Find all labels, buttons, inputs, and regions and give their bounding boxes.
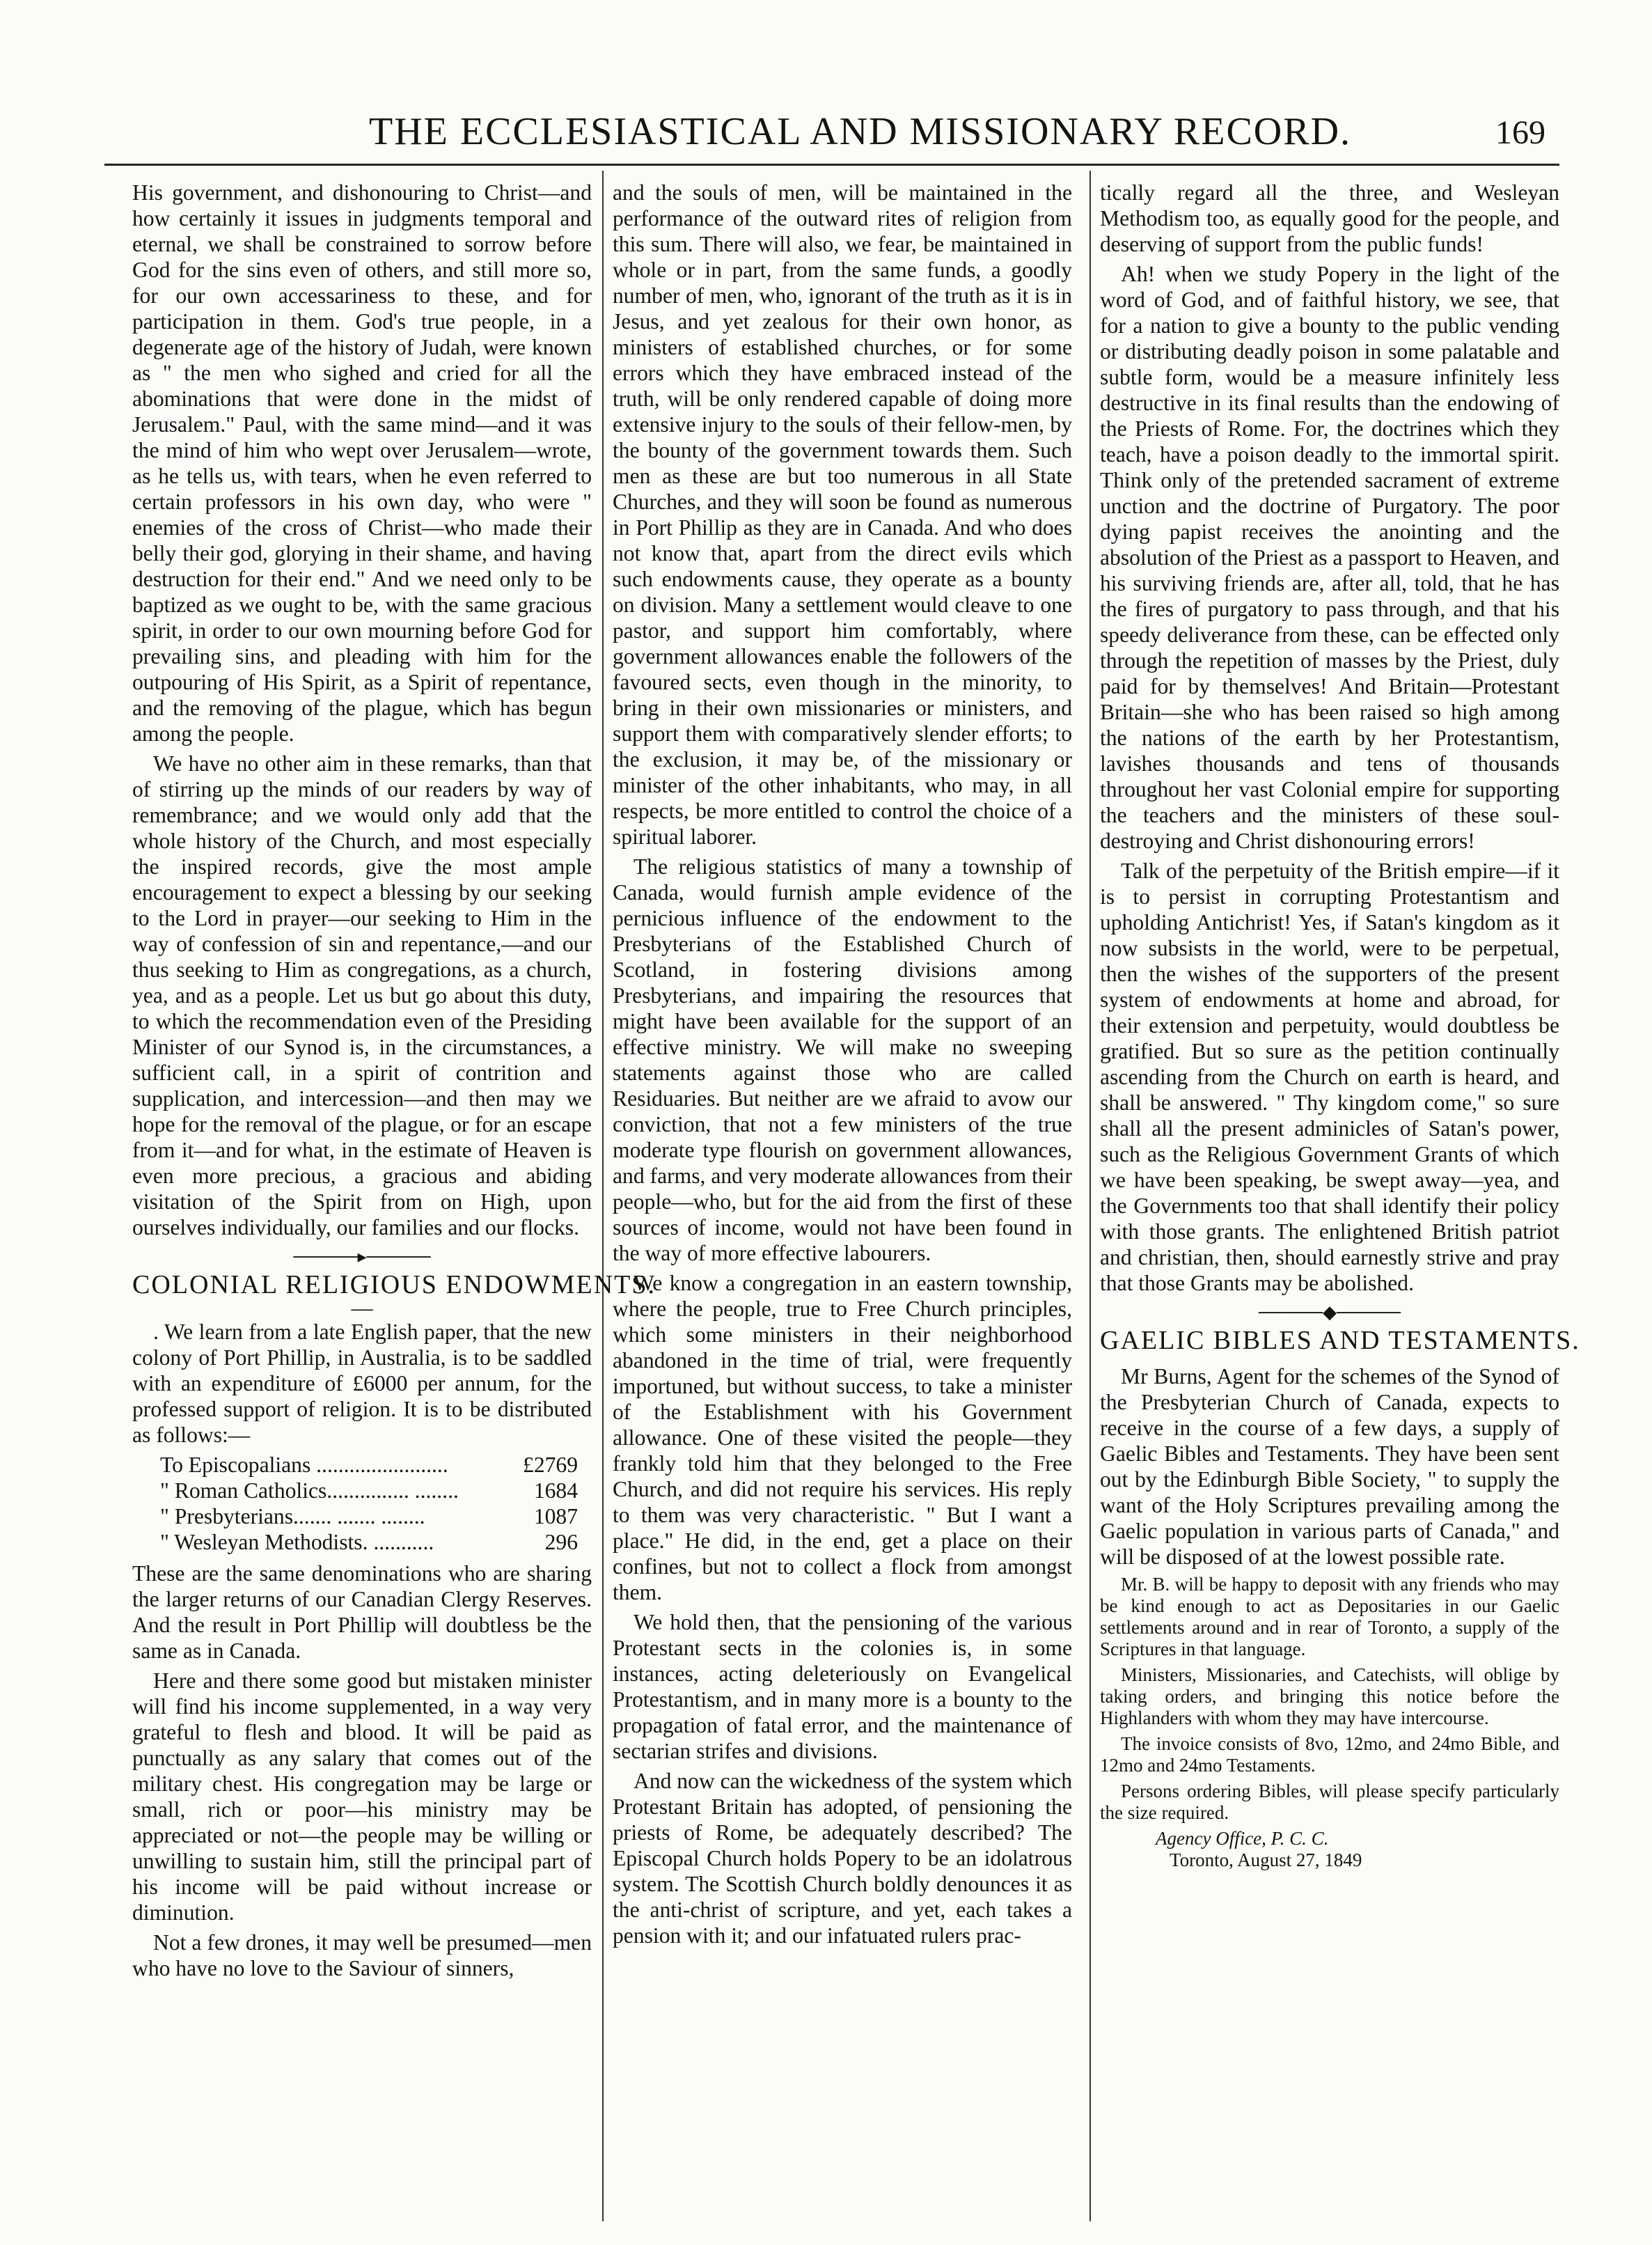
column-rule (1089, 171, 1091, 2221)
page-number: 169 (1495, 114, 1545, 151)
journal-title: THE ECCLESIASTICAL AND MISSIONARY RECORD. (369, 110, 1352, 153)
paragraph: We have no other aim in these remarks, than that of stirring up the minds of our readers by way of remembrance; and we would only add that the whole history of the Church, and most especially the inspired records, give the most ample encouragement to expect a blessing by our seeking to the Lord in prayer—our seeking to Him in the way of confession of sin and repentance,—and our thus seeking to Him as congregations, as a church, yea, and as a people. Let us but go about this duty, to which the recommendation even of the Presiding Minister of our Synod is, in the circumstances, a sufficient call, in a spirit of contrition and supplication, and intercession—and then may we hope for the removal of the plague, or for an escape from it—and for what, in the estimate of Heaven is even more precious, a gracious and abiding visitation of the Spirit from on High, upon ourselves individually, our families and our flocks. (132, 751, 592, 1239)
column-rule (602, 171, 604, 2221)
distribution-list (160, 1452, 592, 1555)
paragraph: These are the same denominations who are sharing the larger returns of our Canadian Clergy Reserves. And the result in Port Phillip will doubtless be the same as in Canada. (132, 1561, 592, 1663)
paragraph: Persons ordering Bibles, will please specify particularly the size required. (1100, 1781, 1559, 1823)
paragraph: and the souls of men, will be maintained in the performance of the outward rites of religion from this sum. There will also, we fear, be maintained in whole or in part, from the same funds, a goodly number of men, who, ignorant of the truth as it is in Jesus, and yet zealous for their own honor, as ministers of established churches, or for some errors which they have embraced instead of the truth, will be only rendered capable of doing more extensive injury to the souls of their fellow-men, by the bounty of the government towards them. Such men as these are but too numerous in all State Churches, and they will soon be found as numerous in Port Phillip as they are in Canada. And who does not know that, apart from the direct evils which such endowments cause, they operate as a bounty on division. Many a settlement would cleave to one pastor, and support him comfortably, where government allowances enable the followers of the favoured sects, even though in the minority, to bring in their own missionaries or ministers, and support them with comparatively slender efforts; to the exclusion, it may be, of the missionary or minister of the other inhabitants, who may, in all respects, be more entitled to control the choice of a spiritual laborer. (613, 180, 1072, 849)
column-1 (132, 180, 656, 2220)
paragraph: Ah! when we study Popery in the light of the word of God, and of faithful history, we see, that for a nation to give a bounty to the public vending or distributing deadly poison in some palatable and subtle form, would be a measure infinitely less destructive in its final results than the endowing of the Priests of Rome. For, the doctrines which they teach, have a poison deadly to the immortal spirit. Think only of the pretended sacrament of extreme unction and the doctrine of Purgatory. The poor dying papist receives the anointing and the absolution of the Priest as a passport to Heaven, and his surviving friends are, after all, told, that he has the fires of purgatory to pass through, and that his speedy deliverance from these, can be effected only through the repetition of masses by the Priest, duly paid for by themselves! And Britain—Protestant Britain—she who has been raised so high among the nations of the earth by her Protestantism, lavishes thousands and tens of thousands throughout her vast Colonial empire for supporting the teachers and the ministers of these soul-destroying and Christ dishonouring errors! (1100, 262, 1559, 853)
column-3 (1100, 180, 1580, 2220)
paragraph: . We learn from a late English paper, that the new colony of Port Phillip, in Australia, is to be saddled with an expenditure of £6000 per annum, for the professed support of religion. It is to be distributed as follows:— (132, 1320, 592, 1447)
paragraph: We know a congregation in an eastern township, where the people, true to Free Church principles, which some ministers in their neighborhood abandoned in the time of trial, were frequently importuned, but without success, to take a minister of the Establishment with his Government allowance. One of these visited the people—they frankly told him that they belonged to the Free Church, and did not require his services. His reply to them was very characteristic. " But I want a place." He did, in the end, get a place on their confines, but not to collect a flock from amongst them. (613, 1271, 1072, 1604)
list-label: " Wesleyan Methodists. ........... (160, 1530, 434, 1554)
section-title: COLONIAL RELIGIOUS ENDOWMENTS. (132, 1270, 656, 1299)
paragraph: His government, and dishonouring to Christ—and how certainly it issues in judgments temporal and eternal, we shall be constrained to sorrow before God for the sins even of others, and still more so, for our own accessariness to these, and for participation in them. God's true people, in a degenerate age of the history of Judah, were known as " the men who sighed and cried for all the abominations that were done in the midst of Jerusalem." Paul, with the same mind—and it was the mind of him who wept over Jerusalem—wrote, as he tells us, with tears, when he even referred to certain professors in his own day, who were " enemies of the cross of Christ—who made their belly their god, glorying in their shame, and having destruction for their end." And we need only to be baptized as we ought to be, with the same gracious spirit, in order to our own mourning before God for prevailing sins, and pleading with him for the outpouring of His Spirit, as a Spirit of repentance, and the removing of the plague, which has begun among the people. (132, 180, 592, 746)
list-label: To Episcopalians ........................ (160, 1453, 448, 1477)
paragraph: And now can the wickedness of the system which Protestant Britain has adopted, of pensioning the priests of Rome, be adequately described? The Episcopal Church holds Popery to be an idolatrous system. The Scottish Church boldly denounces it as the anti-christ of scripture, and yet, each takes a pension with it; and our infatuated rulers prac- (613, 1769, 1072, 1948)
section-ornament-small: ── (351, 1301, 373, 1318)
notice-date: Toronto, August 27, 1849 (1170, 1849, 1362, 1870)
list-amount: 1087 (533, 1504, 578, 1528)
paragraph: Not a few drones, it may well be presumed—men who have no love to the Saviour of sinners, (132, 1930, 592, 1980)
paragraph: Mr. B. will be happy to deposit with any friends who may be kind enough to act as Depositaries in our Gaelic settlements around and in rear of Toronto, a supply of the Scriptures in that language. (1100, 1574, 1559, 1659)
agency-office: Agency Office, P. C. C. (1156, 1828, 1329, 1849)
section-ornament: ─────◆───── (1258, 1302, 1401, 1322)
list-item (160, 1529, 592, 1555)
paragraph: The invoice consists of 8vo, 12mo, and 24mo Bible, and 12mo and 24mo Testaments. (1100, 1733, 1559, 1776)
paragraph: Ministers, Missionaries, and Catechists, will oblige by taking orders, and bringing this notice before the Highlanders with whom they may have intercourse. (1100, 1664, 1559, 1728)
paragraph: We hold then, that the pensioning of the various Protestant sects in the colonies is, in some instances, acting deleteriously on Evangelical Protestantism, and in many more is a bounty to the propagation of fatal error, and the maintenance of sectarian strifes and divisions. (613, 1610, 1072, 1763)
list-label: " Presbyterians....... ....... ........ (160, 1504, 425, 1528)
list-amount: 296 (544, 1530, 578, 1554)
list-item (160, 1452, 592, 1478)
page-header (104, 108, 1559, 166)
paragraph: The religious statistics of many a township of Canada, would furnish ample evidence of the pernicious influence of the endowment to the Presbyterians of the Established Church of Scotland, in fostering divisions among Presbyterians, and impairing the resources that might have been available for the support of an effective ministry. We will make no sweeping statements against those who are called Residuaries. But neither are we afraid to avow our conviction, that not a few ministers of the true moderate type flourish on government allowances, and farms, and very moderate allowances from their people—who, but for the aid from the first of these sources of income, would not have been found in the way of more effective labourers. (613, 854, 1072, 1265)
section-title: GAELIC BIBLES AND TESTAMENTS. (1100, 1326, 1580, 1355)
paragraph: Here and there some good but mistaken minister will find his income supplemented, in a way very grateful to flesh and blood. It will be paid as punctually as any salary that comes out of the military chest. His congregation may be large or small, rich or poor—his ministry may be appreciated or not—the people may be willing or unwilling to sustain him, still the principal part of his income will be paid without increase or diminution. (132, 1668, 592, 1925)
list-amount: 1684 (533, 1478, 578, 1503)
section-ornament: ─────▸───── (293, 1246, 431, 1267)
list-item (160, 1478, 592, 1503)
paragraph: Mr Burns, Agent for the schemes of the Synod of the Presbyterian Church of Canada, expects to receive in the course of a few days, a supply of Gaelic Bibles and Testaments. They have been sent out by the Edinburgh Bible Society, " to supply the want of the Holy Scriptures prevailing among the Gaelic population in various parts of Canada," and will be disposed of at the lowest possible rate. (1100, 1364, 1559, 1569)
paragraph: Talk of the perpetuity of the British empire—if it is to persist in corrupting Protestantism and upholding Antichrist! Yes, if Satan's kingdom as it now subsists in the world, were to be perpetual, then the wishes of the supporters of the present system of endowments at home and abroad, for their extension and perpetuity, would doubtless be gratified. But so sure as the petition continually ascending from the Church on earth is heard, and shall be answered. " Thy kingdom come," so sure shall all the present adminicles of Satan's power, such as the Religious Government Grants of which we have been speaking, be swept away—yea, and the Governments too that shall identify their policy with those grants. The enlightened British patriot and christian, then, should earnestly strive and pray that those Grants may be abolished. (1100, 859, 1559, 1295)
list-label: " Roman Catholics............... ........ (160, 1478, 459, 1503)
list-item (160, 1503, 592, 1529)
signature-block (1156, 1828, 1559, 1871)
list-amount: £2769 (523, 1453, 578, 1477)
column-2 (613, 180, 1072, 2220)
paragraph: tically regard all the three, and Wesleyan Methodism too, as equally good for the people, and deserving of support from the public funds! (1100, 180, 1559, 256)
